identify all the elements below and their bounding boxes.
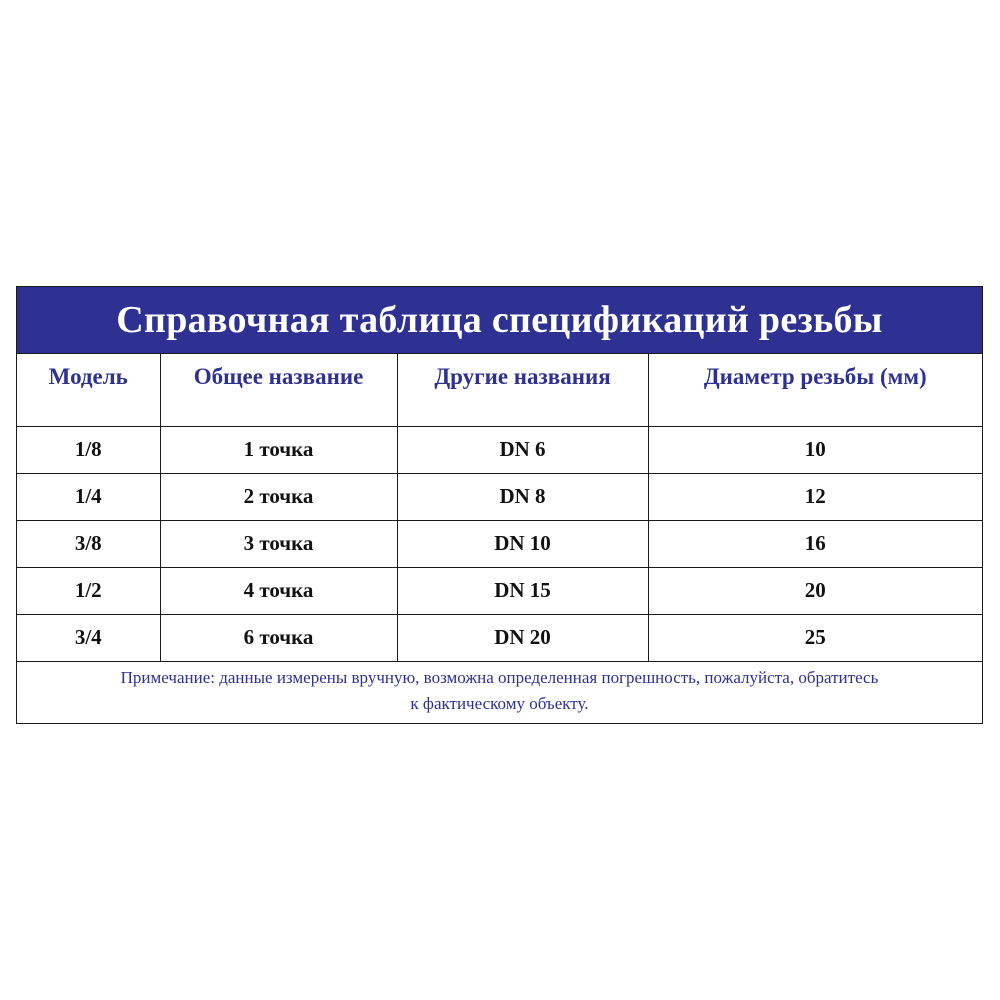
cell-common-name: 1 точка (160, 426, 397, 473)
cell-diameter: 12 (648, 473, 982, 520)
cell-other-name: DN 10 (397, 520, 648, 567)
header-row (17, 354, 982, 426)
table-row (17, 614, 982, 661)
footnote-line-1: Примечание: данные измерены вручную, возможна определенная погрешность, пожалуйста, обратитесь (120, 667, 879, 687)
cell-model: 1/8 (17, 426, 160, 473)
cell-diameter: 10 (648, 426, 982, 473)
thread-spec-table-card (16, 286, 983, 724)
cell-other-name: DN 8 (397, 473, 648, 520)
title-bar (17, 287, 982, 354)
cell-other-name: DN 20 (397, 614, 648, 661)
cell-model: 3/4 (17, 614, 160, 661)
table-title: Справочная таблица спецификаций резьбы (116, 299, 883, 341)
cell-model: 1/2 (17, 567, 160, 614)
cell-common-name: 3 точка (160, 520, 397, 567)
table-row (17, 567, 982, 614)
cell-diameter: 20 (648, 567, 982, 614)
cell-other-name: DN 6 (397, 426, 648, 473)
cell-common-name: 4 точка (160, 567, 397, 614)
table-row (17, 520, 982, 567)
cell-common-name: 6 точка (160, 614, 397, 661)
cell-model: 3/8 (17, 520, 160, 567)
footnote-line-2: к фактическому объекту. (410, 693, 589, 713)
cell-other-name: DN 15 (397, 567, 648, 614)
cell-diameter: 16 (648, 520, 982, 567)
header-model: Модель (17, 354, 160, 426)
header-other-names: Другие названия (397, 354, 648, 426)
table-row (17, 473, 982, 520)
cell-common-name: 2 точка (160, 473, 397, 520)
footnote (17, 662, 982, 723)
spec-table (17, 354, 982, 662)
header-common-name: Общее название (160, 354, 397, 426)
cell-diameter: 25 (648, 614, 982, 661)
table-row (17, 426, 982, 473)
cell-model: 1/4 (17, 473, 160, 520)
header-thread-diameter: Диаметр резьбы (мм) (648, 354, 982, 426)
